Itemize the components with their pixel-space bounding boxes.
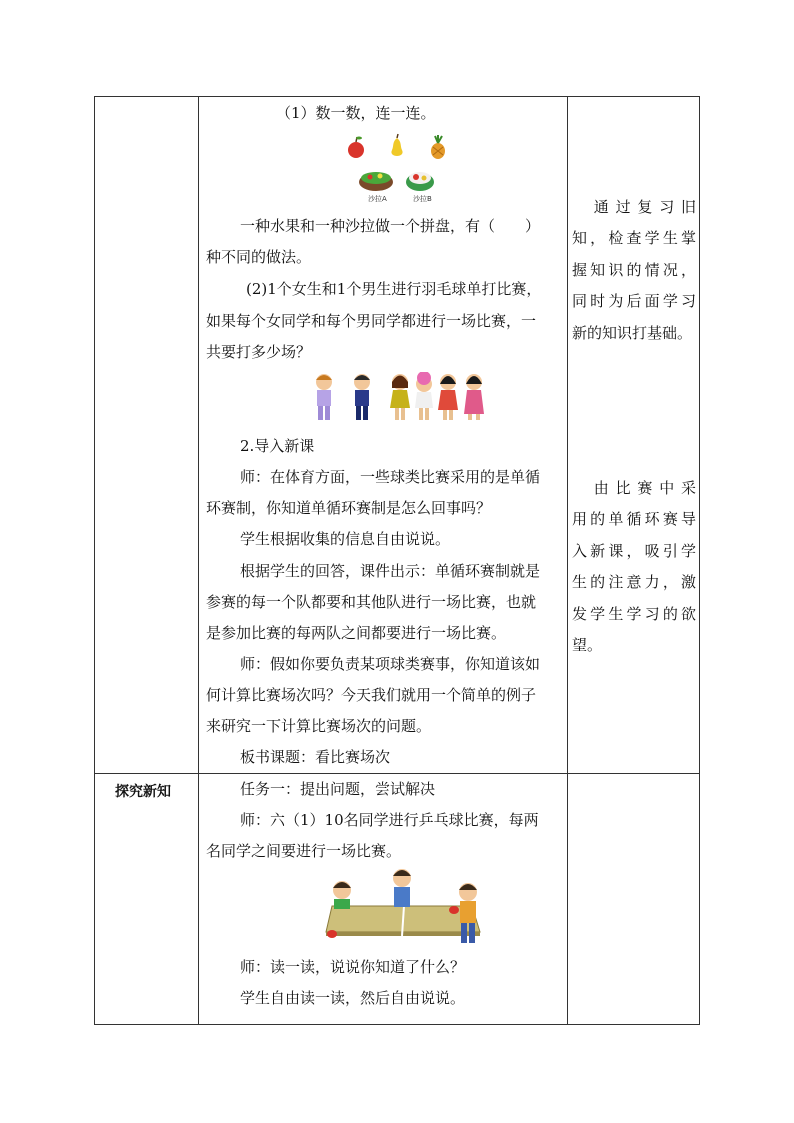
note-2-line: 入新课，吸引学	[572, 541, 696, 560]
note-1-line: 同时为后面学习	[572, 292, 696, 311]
children-illustration	[308, 372, 488, 424]
note-1-line: 通过复习旧	[572, 198, 696, 216]
note-2-line: 发学生学习的欲	[572, 604, 696, 623]
boy-icon	[393, 869, 411, 907]
pineapple-icon	[431, 135, 445, 159]
intro-p4-line-3: 来研究一下计算比赛场次的问题。	[206, 717, 432, 735]
intro-p3-line-1: 根据学生的回答，课件出示：单循环赛制就是	[240, 562, 541, 580]
intro-p1-line-1: 师：在体育方面，一些球类比赛采用的是单循	[240, 468, 541, 486]
explore-p3: 学生自由读一读，然后自由说说。	[240, 989, 466, 1007]
section-label-cell	[95, 774, 199, 1025]
fruit-illustration	[340, 132, 460, 204]
note-2-line: 用的单循环赛导	[572, 510, 696, 529]
note-1-line: 新的知识打基础。	[572, 323, 693, 342]
boy-icon	[354, 374, 370, 420]
salad-b-icon	[406, 172, 434, 191]
ping-pong-illustration	[322, 866, 482, 946]
girl-icon	[415, 372, 433, 420]
pear-icon	[391, 134, 402, 156]
intro-p3-line-3: 是参加比赛的每两队之间都要进行一场比赛。	[206, 624, 507, 642]
q1-title: （1）数一数，连一连。	[276, 104, 436, 122]
section-label: 探究新知	[115, 784, 171, 800]
task-1-heading: 任务一：提出问题，尝试解决	[240, 780, 436, 798]
salad-a-icon	[359, 172, 393, 191]
note-cell-2	[567, 774, 699, 1025]
note-2	[572, 473, 696, 661]
apple-icon	[348, 137, 364, 159]
intro-p3-line-2: 参赛的每一个队都要和其他队进行一场比赛，也就	[206, 593, 537, 611]
intro-p1-line-2: 环赛制，你知道单循环赛制是怎么回事吗？	[206, 499, 492, 517]
explore-p1-line-1: 师：六（1）10名同学进行乒乓球比赛，每两	[240, 811, 539, 829]
note-2-line: 生的注意力，激	[572, 573, 696, 592]
q2-line-3: 共要打多少场？	[206, 343, 312, 361]
intro-p4-line-1: 师：假如你要负责某项球类赛事，你知道该如	[240, 655, 541, 673]
boy-icon	[316, 374, 332, 420]
note-1-line: 知，检查学生掌	[572, 229, 696, 248]
salad-b-label: 沙拉B	[413, 195, 432, 203]
girl-icon	[464, 374, 484, 420]
note-2-line: 望。	[572, 636, 603, 655]
note-2-line: 由比赛中采	[572, 479, 696, 497]
q1-line-1: 一种水果和一种沙拉做一个拼盘，有（ ）	[240, 217, 541, 235]
left-cell-empty	[95, 97, 199, 774]
q2-line-2: 如果每个女同学和每个男同学都进行一场比赛，一	[206, 312, 537, 330]
intro-p4-line-2: 何计算比赛场次吗？今天我们就用一个简单的例子	[206, 686, 537, 704]
intro-heading: 2.导入新课	[240, 437, 315, 455]
intro-p2: 学生根据收集的信息自由说说。	[240, 530, 451, 548]
explore-p2: 师：读一读，说说你知道了什么？	[240, 958, 466, 976]
salad-a-label: 沙拉A	[368, 195, 387, 203]
note-1	[572, 192, 696, 349]
explore-p1-line-2: 名同学之间要进行一场比赛。	[206, 842, 402, 860]
intro-p5: 板书课题：看比赛场次	[240, 748, 391, 766]
q1-line-2: 种不同的做法。	[206, 248, 312, 266]
girl-icon	[438, 374, 458, 420]
note-1-line: 握知识的情况，	[572, 260, 696, 279]
q2-line-1: (2)1个女生和1个男生进行羽毛球单打比赛，	[246, 280, 542, 298]
girl-icon	[390, 374, 410, 420]
